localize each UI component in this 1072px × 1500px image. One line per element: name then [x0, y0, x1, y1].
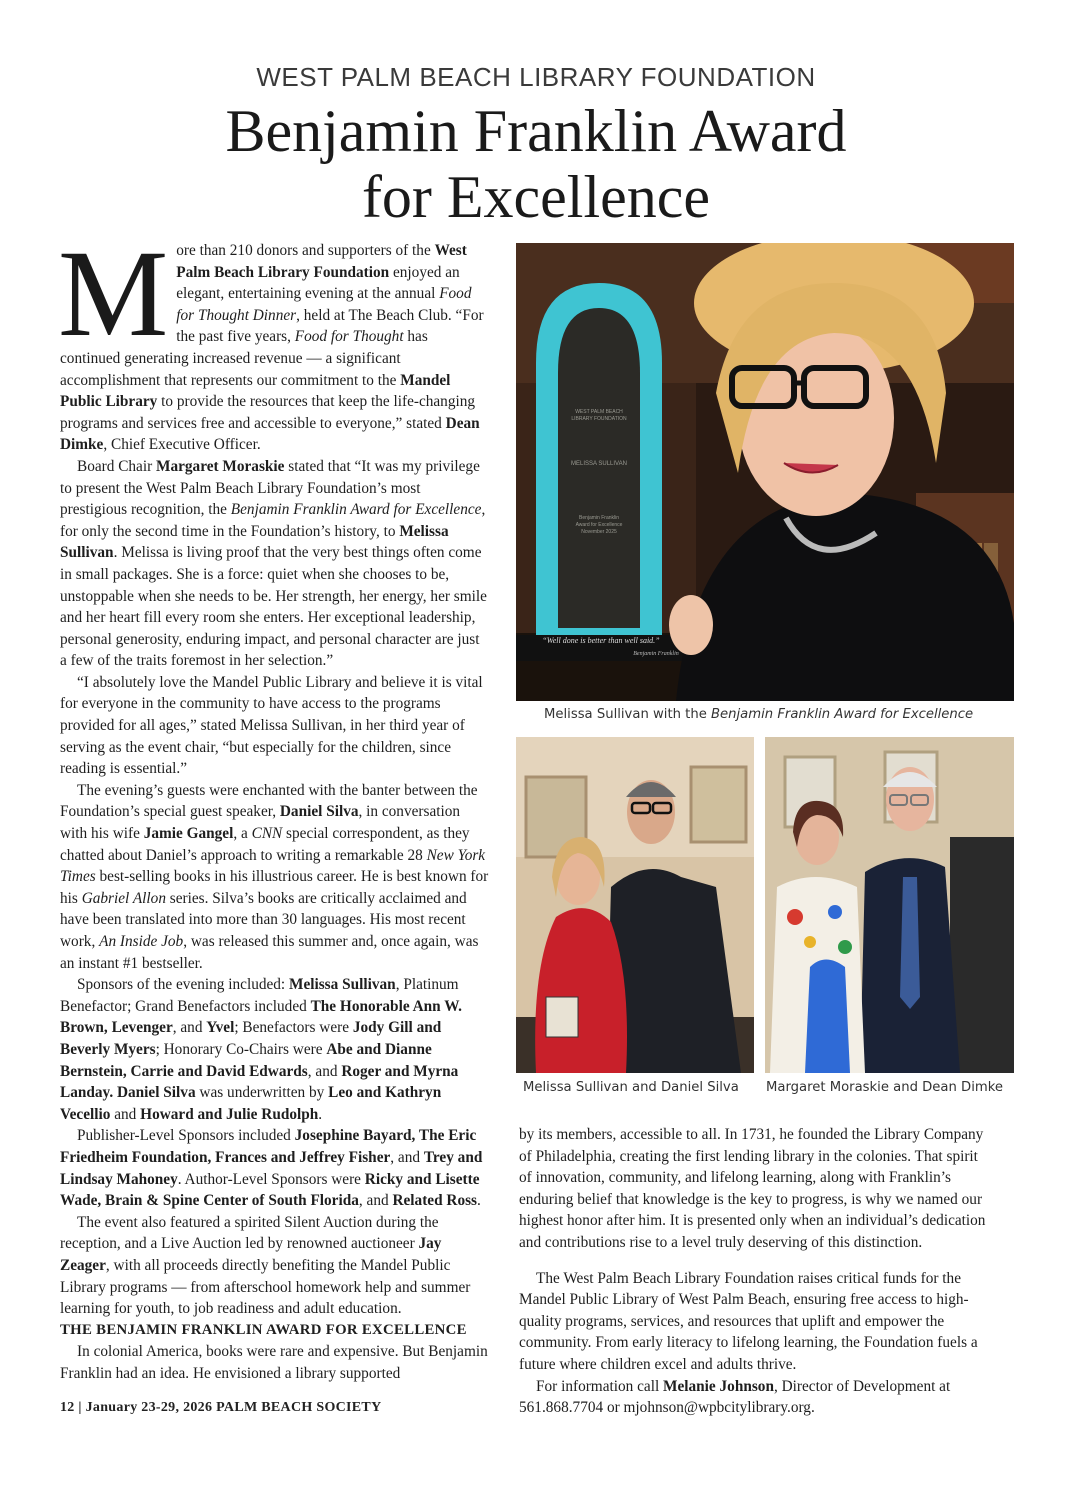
award-line-3: MELISSA SULLIVAN	[571, 461, 627, 467]
paragraph-9: The West Palm Beach Library Foundation raises critical funds for the Mandel Public Library of West Palm Beach, ensuring free access to high-quality programs, services, and resources that uplift and empower the community. From early literacy to lifelong learning, the Foundation fuels a future where children excel and adults thrive.	[519, 1269, 978, 1373]
right-photo-caption: Margaret Moraskie and Dean Dimke	[766, 1080, 1003, 1095]
page-number: 12	[60, 1400, 75, 1415]
moraskie-dimke-photo	[765, 737, 1014, 1073]
left-photo-caption: Melissa Sullivan and Daniel Silva	[523, 1080, 739, 1095]
award-photo	[516, 243, 1014, 701]
subheading: THE BENJAMIN FRANKLIN AWARD FOR EXCELLENCE	[60, 1321, 467, 1338]
title-line-2: for Excellence	[361, 164, 711, 230]
publication-name: PALM BEACH SOCIETY	[216, 1400, 382, 1415]
paragraph-2: Board Chair Margaret Moraskie stated that “It was my privilege to present the West Palm Beach Library Foundation’s most prestigious recognition, the Benjamin Franklin Award for Excellence, for only the second time in the Foundation’s history, to Melissa Sullivan. Melissa is living proof that the very best things often come in small packages. She is a force: quiet when she chooses to be, unstoppable when she needs to be. Her strength, her energy, her smile and her heart fill every room she enters. Her exceptional leadership, personal generosity, enduring impact, and personal character are just a few of the traits foremost in her selection.”	[60, 457, 487, 670]
paragraph-5: Sponsors of the evening included: Melissa Sullivan, Platinum Benefactor; Grand Benefactors included The Honorable Ann W. Brown, Levenger, and Yvel; Benefactors were Jody Gill and Beverly Myers; Honorary Co-Chairs were Abe and Dianne Bernstein, Carrie and David Edwards, and Roger and Myrna Landay. Daniel Silva was underwritten by Leo and Kathryn Vecellio and Howard and Julie Rudolph.	[60, 976, 462, 1123]
footer-separator: |	[78, 1400, 82, 1415]
paragraph-1: More than 210 donors and supporters of the West Palm Beach Library Foundation enjoyed an elegant, entertaining evening at the annual Food for Thought Dinner, held at The Beach Club. “For the past five years, Food for Thought has continued generating increased revenue — a significant accomplishment that represents our commitment to the Mandel Public Library to provide the resources that keep the life-changing programs and services free and accessible to everyone,” stated Dean Dimke, Chief Executive Officer.	[58, 225, 484, 454]
paragraph-10: For information call Melanie Johnson, Director of Development at 561.868.7704 or mjohnson@wpbcitylibrary.org.	[519, 1377, 951, 1417]
paragraph-8-continued: by its members, accessible to all. In 1731, he founded the Library Company of Philadelphia, creating the first lending library in the colonies. That spirit of innovation, community, and lifelong learning, along with Franklin’s enduring belief that knowledge is the key to progress, is why we named our highest honor after him. It is presented only when an individual’s dedication and contributions rise to a level truly deserving of this distinction.	[519, 1126, 986, 1251]
section-kicker: WEST PALM BEACH LIBRARY FOUNDATION	[256, 62, 816, 92]
article-right-column	[519, 1124, 993, 1419]
award-quote-author: Benjamin Franklin	[633, 651, 679, 657]
award-line-1: WEST PALM BEACH	[575, 409, 623, 415]
award-line-6: November 2025	[581, 529, 617, 535]
paragraph-3: “I absolutely love the Mandel Public Library and believe it is vital for everyone in the community to have access to the programs provided for all ages,” stated Melissa Sullivan, in her third year of serving as the event chair, “but especially for the children, since reading is essential.”	[60, 673, 483, 778]
award-line-2: LIBRARY FOUNDATION	[571, 416, 627, 422]
paragraph-4: The evening’s guests were enchanted with the banter between the Foundation’s special guest speaker, Daniel Silva, in conversation with his wife Jamie Gangel, a CNN special correspondent, as they chatted about Daniel’s approach to writing a remarkable 28 New York Times best-selling books in his illustrious career. He is best known for his Gabriel Allon series. Silva’s books are critically acclaimed and have been translated into more than 30 languages. His most recent work, An Inside Job, was released this summer and, once again, was an instant #1 bestseller.	[60, 781, 489, 972]
paragraph-8: In colonial America, books were rare and expensive. But Benjamin Franklin had an idea. He envisioned a library supported	[60, 1343, 488, 1382]
award-line-4: Benjamin Franklin	[578, 515, 620, 521]
issue-date: January 23-29, 2026	[85, 1400, 213, 1415]
award-line-5: Award for Excellence	[575, 522, 623, 528]
sullivan-silva-photo	[516, 737, 754, 1073]
title-line-1: Benjamin Franklin Award	[225, 98, 847, 164]
paragraph-7: The event also featured a spirited Silent Auction during the reception, and a Live Auction led by renowned auctioneer Jay Zeager, with all proceeds directly benefiting the Mandel Public Library programs — from afterschool homework help and summer learning for youth, to job readiness and adult education.	[60, 1213, 471, 1318]
award-quote: “Well done is better than well said.”	[542, 636, 660, 645]
page-footer	[60, 1400, 381, 1416]
article-left-column	[58, 225, 490, 1384]
paragraph-6: Publisher-Level Sponsors included Josephine Bayard, The Eric Friedheim Foundation, Frances and Jeffrey Fisher, and Trey and Lindsay Mahoney. Author-Level Sponsors were Ricky and Lisette Wade, Brain & Spine Center of South Florida, and Related Ross.	[60, 1127, 483, 1210]
article-title	[0, 98, 1072, 230]
drop-cap: M	[58, 225, 169, 362]
main-photo-caption: Melissa Sullivan with the Benjamin Franklin Award for Excellence	[544, 707, 974, 722]
